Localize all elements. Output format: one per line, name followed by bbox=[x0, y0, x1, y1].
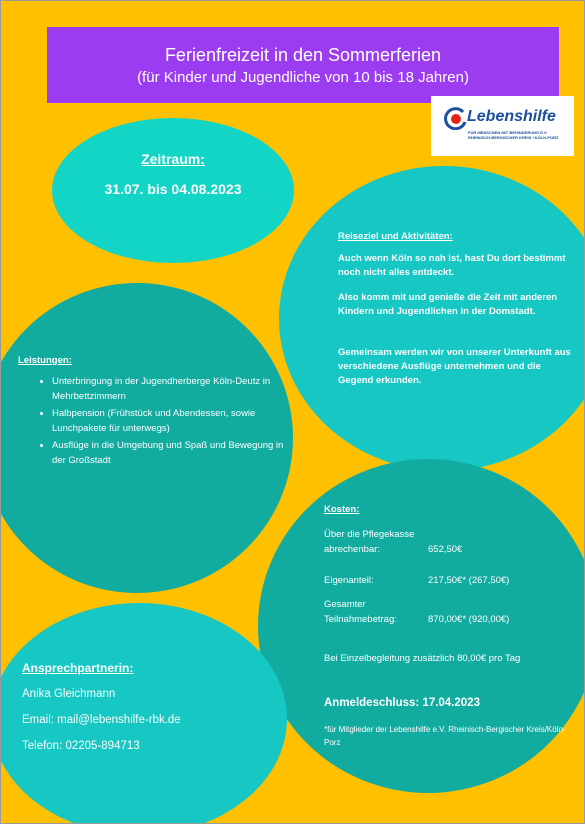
reiseziel-heading: Reiseziel und Aktivitäten: bbox=[338, 231, 453, 242]
kontakt-telefon: Telefon: 02205-894713 bbox=[22, 740, 140, 752]
logo-name: Lebenshilfe bbox=[467, 108, 556, 125]
leistungen-item: • Ausflüge in die Umgebung und Spaß und Bewegung in der Großstadt bbox=[52, 438, 284, 468]
title-line-2: (für Kinder und Jugendliche von 10 bis 18 Jahren) bbox=[137, 69, 469, 86]
logo-mark-icon bbox=[443, 106, 467, 130]
leistungen-item: • Unterbringung in der Jugendherberge Köln-Deutz in Mehrbettzimmern bbox=[52, 374, 284, 404]
leistungen-list bbox=[18, 374, 284, 470]
title-line-1: Ferienfreizeit in den Sommerferien bbox=[164, 45, 442, 65]
reiseziel-paragraph-1: Auch wenn Köln so nah ist, hast Du dort bestimmt noch nicht alles entdeckt. bbox=[338, 253, 566, 278]
kosten-gesamt-label-2: Teilnahmebetrag: bbox=[324, 614, 397, 625]
reiseziel-paragraph-2: Also komm mit und genieße die Zeit mit anderen Kindern und Jugendlichen in der Domstadt. bbox=[338, 292, 558, 317]
kontakt-email: Email: mail@lebenshilfe-rbk.de bbox=[22, 714, 181, 726]
kosten-pflegekasse-value: 652,50€ bbox=[428, 544, 463, 555]
reiseziel-paragraph-3: Gemeinsam werden wir von unserer Unterkunft aus verschiedene Ausflüge unternehmen und die Gegend erkunden. bbox=[338, 347, 571, 386]
zeitraum-dates: 31.07. bis 04.08.2023 bbox=[104, 181, 242, 197]
kosten-eigenanteil-value: 217,50€* (267,50€) bbox=[428, 575, 510, 586]
kosten-footnote: *für Mitglieder der Lebenshilfe e.V. Rheinisch-Bergischer Kreis/Köln-Porz bbox=[324, 725, 566, 747]
lebenshilfe-logo bbox=[431, 96, 574, 156]
leistungen-heading: Leistungen: bbox=[18, 355, 72, 366]
kontakt-heading: Ansprechpartnerin: bbox=[22, 661, 134, 675]
logo-subtitle: FÜR MENSCHEN MIT BEHINDERUNG E.V. RHEINISCH-BERGISCHER KREIS / KÖLN-PORZ bbox=[468, 130, 559, 140]
kontakt-name: Anika Gleichmann bbox=[22, 688, 116, 700]
kosten-einzelbegleitung: Bei Einzelbegleitung zusätzlich 80,00€ pro Tag bbox=[324, 653, 521, 664]
kosten-pflegekasse-label-1: Über die Pflegekasse bbox=[324, 529, 415, 540]
kosten-gesamt-value: 870,00€* (920,00€) bbox=[428, 614, 510, 625]
title-banner bbox=[47, 27, 559, 103]
kosten-heading: Kosten: bbox=[324, 504, 360, 515]
kosten-gesamt-label-1: Gesamter bbox=[324, 599, 366, 610]
anmeldeschluss: Anmeldeschluss: 17.04.2023 bbox=[324, 697, 480, 709]
kosten-pflegekasse-label-2: abrechenbar: bbox=[324, 544, 380, 555]
leistungen-item: • Halbpension (Frühstück und Abendessen, sowie Lunchpakete für unterwegs) bbox=[52, 406, 284, 436]
kosten-eigenanteil-label: Eigenanteil: bbox=[324, 575, 374, 586]
zeitraum-label: Zeitraum: bbox=[141, 151, 205, 167]
